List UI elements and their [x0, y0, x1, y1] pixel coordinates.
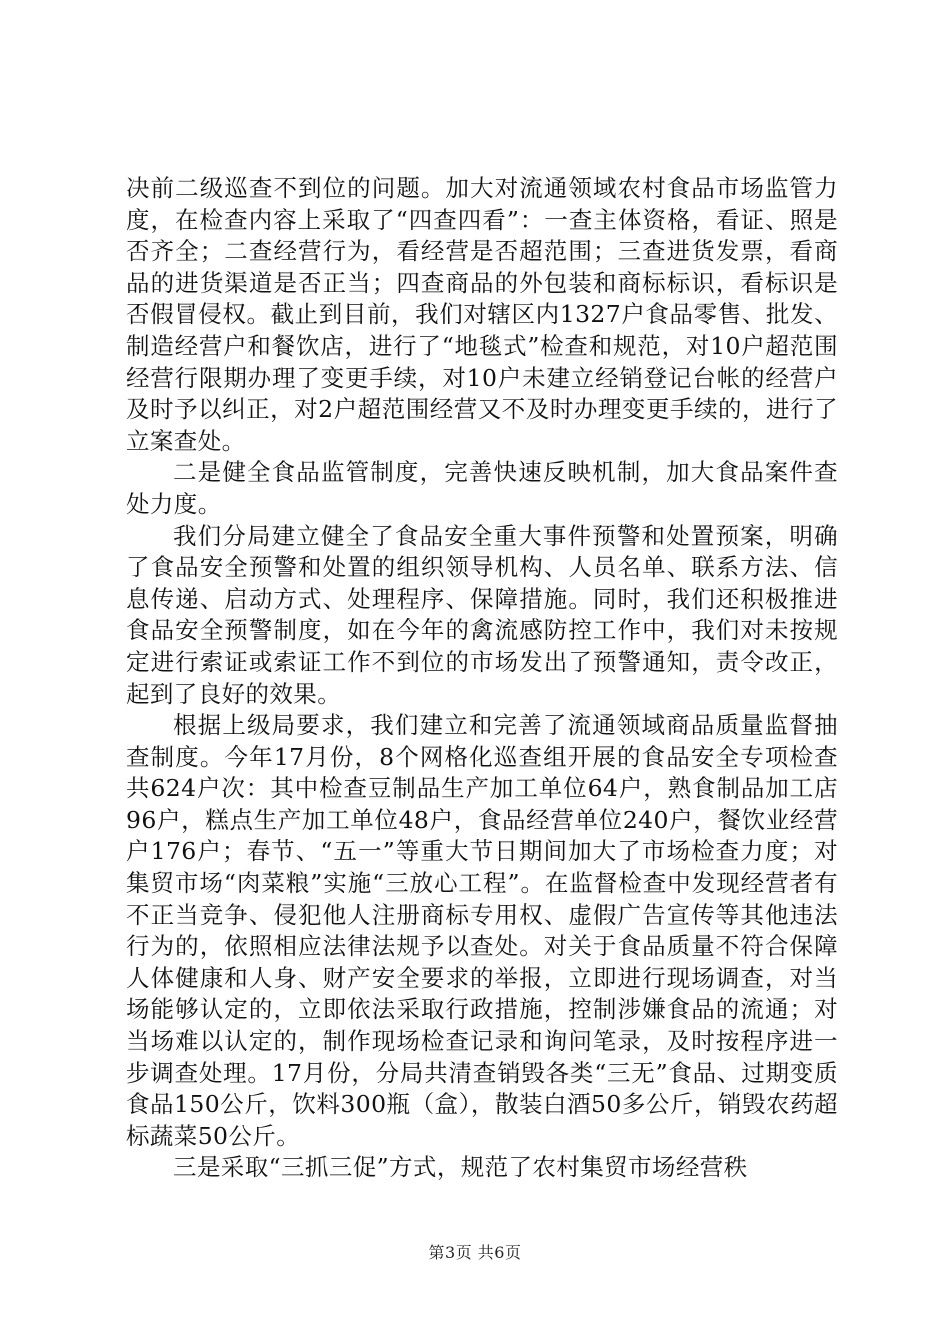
page-footer: 第3页 共6页 — [428, 1243, 522, 1262]
paragraph-5: 三是采取“三抓三促”方式，规范了农村集贸市场经营秩 — [173, 1153, 748, 1182]
paragraph-1: 决前二级巡查不到位的问题。加大对流通领域农村食品市场监管力度，在检查内容上采取了“四查四看”：一查主体资格，看证、照是否齐全；二查经营行为，看经营是否超范围；三查进货发票，看商品的进货渠道是否正当；四查商品的外包装和商标标识，看标识是否假冒侵权。截止到目前，我们对辖区内1327户食品零售、批发、制造经营户和餐饮店，进行了“地毯式”检查和规范，对10户超范围经营行限期办理了变更手续，对10户未建立经销登记台帐的经营户及时予以纠正，对2户超范围经营又不及时办理变更手续的，进行了立案查处。 — [126, 174, 838, 455]
paragraph-3: 我们分局建立健全了食品安全重大事件预警和处置预案，明确了食品安全预警和处置的组织领导机构、人员名单、联系方法、信息传递、启动方式、处理程序、保障措施。同时，我们还积极推进食品安全预警制度，如在今年的禽流感防控工作中，我们对未按规定进行索证或索证工作不到位的市场发出了预警通知，责令改正，起到了良好的效果。 — [126, 521, 838, 708]
paragraph-2: 二是健全食品监管制度，完善快速反映机制，加大食品案件查处力度。 — [126, 458, 838, 518]
document-body — [126, 173, 838, 1184]
paragraph-4: 根据上级局要求，我们建立和完善了流通领域商品质量监督抽查制度。今年17月份，8个网格化巡查组开展的食品安全专项检查共624户次：其中检查豆制品生产加工单位64户，熟食制品加工店96户，糕点生产加工单位48户，食品经营单位240户，餐饮业经营户176户；春节、“五一”等重大节日期间加大了市场检查力度；对集贸市场“肉菜粮”实施“三放心工程”。在监督检查中发现经营者有不正当竞争、侵犯他人注册商标专用权、虚假广告宣传等其他违法行为的，依照相应法律法规予以查处。对关于食品质量不符合保障人体健康和人身、财产安全要求的举报，立即进行现场调查，对当场能够认定的，立即依法采取行政措施，控制涉嫌食品的流通；对当场难以认定的，制作现场检查记录和询问笔录，及时按程序进一步调查处理。17月份，分局共清查销毁各类“三无”食品、过期变质食品150公斤，饮料300瓶（盒），散装白酒50多公斤，销毁农药超标蔬菜50公斤。 — [126, 711, 838, 1150]
